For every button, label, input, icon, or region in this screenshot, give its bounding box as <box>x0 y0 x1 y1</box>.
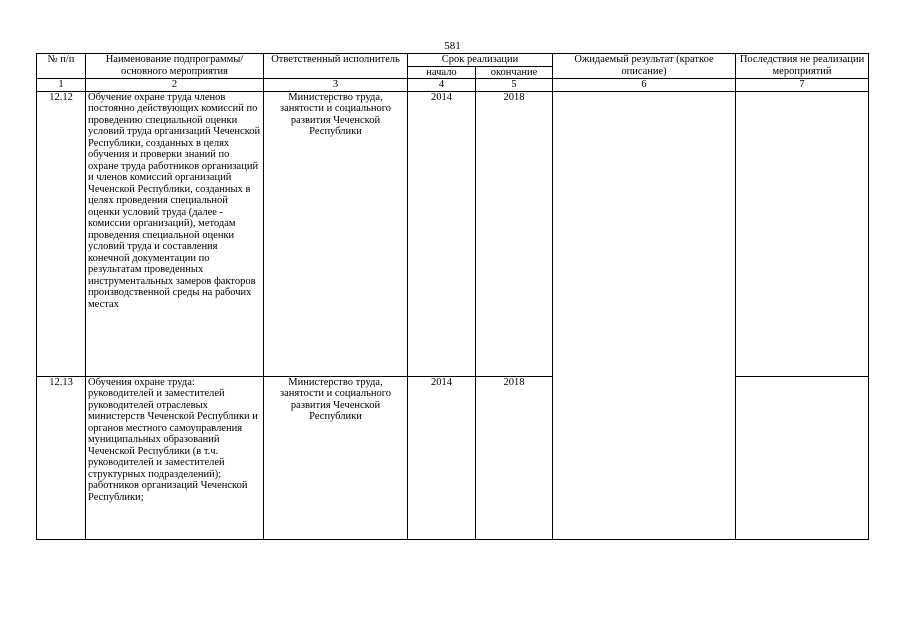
page-number: 581 <box>444 40 461 52</box>
column-number: 6 <box>553 79 736 92</box>
column-number: 5 <box>476 79 553 92</box>
row-executor: Министерство труда, занятости и социального развития Чеченской Республики <box>264 376 408 539</box>
table-row <box>37 376 869 539</box>
activities-table <box>36 53 869 540</box>
row-number: 12.13 <box>37 376 86 539</box>
column-number: 1 <box>37 79 86 92</box>
row-start-year: 2014 <box>408 91 476 376</box>
header-end: окончание <box>476 66 553 79</box>
header-start: начало <box>408 66 476 79</box>
table-row <box>37 91 869 376</box>
column-number: 3 <box>264 79 408 92</box>
header-row <box>37 54 869 67</box>
header-number: № п/п <box>37 54 86 79</box>
header-executor: Ответственный исполнитель <box>264 54 408 79</box>
row-end-year: 2018 <box>476 376 553 539</box>
row-expected-result <box>553 91 736 539</box>
row-consequences <box>736 91 869 376</box>
row-consequences <box>736 376 869 539</box>
header-period: Срок реализации <box>408 54 553 67</box>
column-number: 2 <box>86 79 264 92</box>
column-number-row <box>37 79 869 92</box>
row-start-year: 2014 <box>408 376 476 539</box>
row-end-year: 2018 <box>476 91 553 376</box>
row-executor: Министерство труда, занятости и социального развития Чеченской Республики <box>264 91 408 376</box>
header-name: Наименование подпрограммы/ основного мероприятия <box>86 54 264 79</box>
header-result: Ожидаемый результат (краткое описание) <box>553 54 736 79</box>
column-number: 7 <box>736 79 869 92</box>
header-consequences: Последствия не реализации мероприятий <box>736 54 869 79</box>
row-activity-name: Обучение охране труда членов постоянно действующих комиссий по проведению специальной оценки условий труда организаций Чеченской Республики, созданных в целях обучения и проверки знаний по охране труда работников организаций и членов комиссий организаций Чеченской Республики, созданных в целях проведения специальной оценки условий труда (далее - комиссии организаций), методам проведения специальной оценки условий труда и составления конечной документации по результатам проведенных инструментальных замеров факторов производственной среды на рабочих местах <box>86 91 264 376</box>
row-number: 12.12 <box>37 91 86 376</box>
row-activity-name: Обучения охране труда: руководителей и заместителей руководителей отраслевых министерств Чеченской Республики и органов местного самоуправления муниципальных образований Чеченской Республики (в т.ч. руководителей и заместителей структурных подразделений); работников организаций Чеченской Республики; <box>86 376 264 539</box>
column-number: 4 <box>408 79 476 92</box>
